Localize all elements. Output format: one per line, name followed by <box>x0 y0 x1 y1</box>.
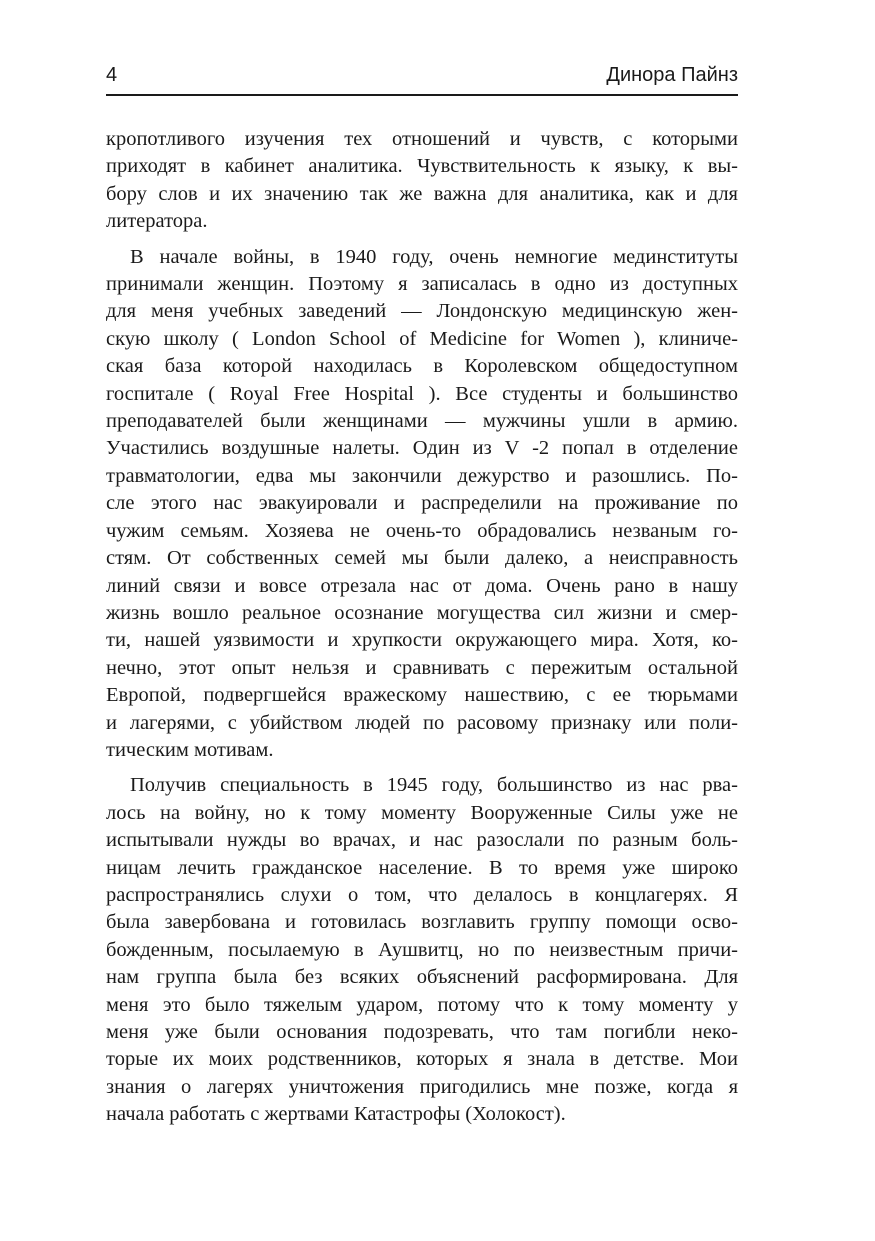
text-line: начала работать с жертвами Катастрофы (Холокост). <box>106 1103 566 1126</box>
text-line: знания о лагерях уничтожения пригодились мне позже, когда я <box>106 1075 738 1098</box>
text-line: меня уже были основания подозревать, что там погибли неко- <box>106 1021 738 1043</box>
paragraph-1 <box>106 126 738 236</box>
text-line: была завербована и готовилась возглавить группу помощи осво- <box>106 911 738 934</box>
text-line: жизнь вошло реальное осознание могущества сил жизни и смер- <box>106 601 738 624</box>
text-line: Получив специальность в 1945 году, большинство из нас рва- <box>130 774 738 797</box>
text-line: распространялись слухи о том, что делалось в концлагерях. Я <box>106 883 738 906</box>
text-line: лось на войну, но к тому моменту Вооруженные Силы уже не <box>106 801 738 824</box>
text-line: ская база которой находилась в Королевском общедоступном <box>106 355 738 378</box>
text-line: и лагерями, с убийством людей по расовому признаку или поли- <box>106 711 738 734</box>
text-line: скую школу ( London School of Medicine for Women ), клиниче- <box>106 327 738 350</box>
text-line: принимали женщин. Поэтому я записалась в одно из доступных <box>106 273 738 296</box>
text-line: нам группа была без всяких объяснений расформирована. Для <box>106 966 738 989</box>
text-line: тическим мотивам. <box>106 738 274 761</box>
text-line: госпитале ( Royal Free Hospital ). Все студенты и большинство <box>106 382 738 405</box>
text-line: В начале войны, в 1940 году, очень немногие мединституты <box>130 245 738 268</box>
text-line: чужим семьям. Хозяева не очень-то обрадовались незваным го- <box>106 519 738 542</box>
text-line: нечно, этот опыт нельзя и сравнивать с пережитым остальной <box>106 656 738 679</box>
running-head: Динора Пайнз <box>606 64 738 86</box>
page-body <box>106 126 738 1129</box>
text-line: Европой, подвергшейся вражескому нашествию, с ее тюрьмами <box>106 684 738 707</box>
page-number: 4 <box>106 64 118 86</box>
text-line: кропотливого изучения тех отношений и чувств, с которыми <box>106 128 738 150</box>
text-line: линий связи и вовсе отрезала нас от дома. Очень рано в нашу <box>106 574 738 597</box>
text-line: испытывали нужды во врачах, и нас разослали по разным боль- <box>106 829 738 852</box>
paragraph-2 <box>106 244 738 765</box>
text-line: божденным, посылаемую в Аушвитц, но по неизвестным причи- <box>106 938 738 961</box>
text-line: сле этого нас эвакуировали и распределили на проживание по <box>106 492 738 515</box>
text-line: бору слов и их значению так же важна для аналитика, как и для <box>106 182 738 205</box>
text-line: для меня учебных заведений — Лондонскую медицинскую жен- <box>106 300 738 323</box>
text-line: стям. От собственных семей мы были далеко, а неисправность <box>106 547 738 570</box>
text-line: преподавателей были женщинами — мужчины ушли в армию. <box>106 410 738 433</box>
text-line: ти, нашей уязвимости и хрупкости окружающего мира. Хотя, ко- <box>106 629 738 652</box>
paragraph-3 <box>106 772 738 1128</box>
text-line: приходят в кабинет аналитика. Чувствительность к языку, к вы- <box>106 155 738 178</box>
text-line: ницам лечить гражданское население. В то время уже широко <box>106 856 738 879</box>
text-line: Участились воздушные налеты. Один из V -2 попал в отделение <box>106 437 738 460</box>
text-line: литератора. <box>106 210 208 233</box>
text-line: меня это было тяжелым ударом, потому что к тому моменту у <box>106 993 738 1016</box>
text-line: торые их моих родственников, которых я знала в детстве. Мои <box>106 1048 738 1071</box>
page-header <box>106 60 738 96</box>
text-line: травматологии, едва мы закончили дежурство и разошлись. По- <box>106 464 738 487</box>
